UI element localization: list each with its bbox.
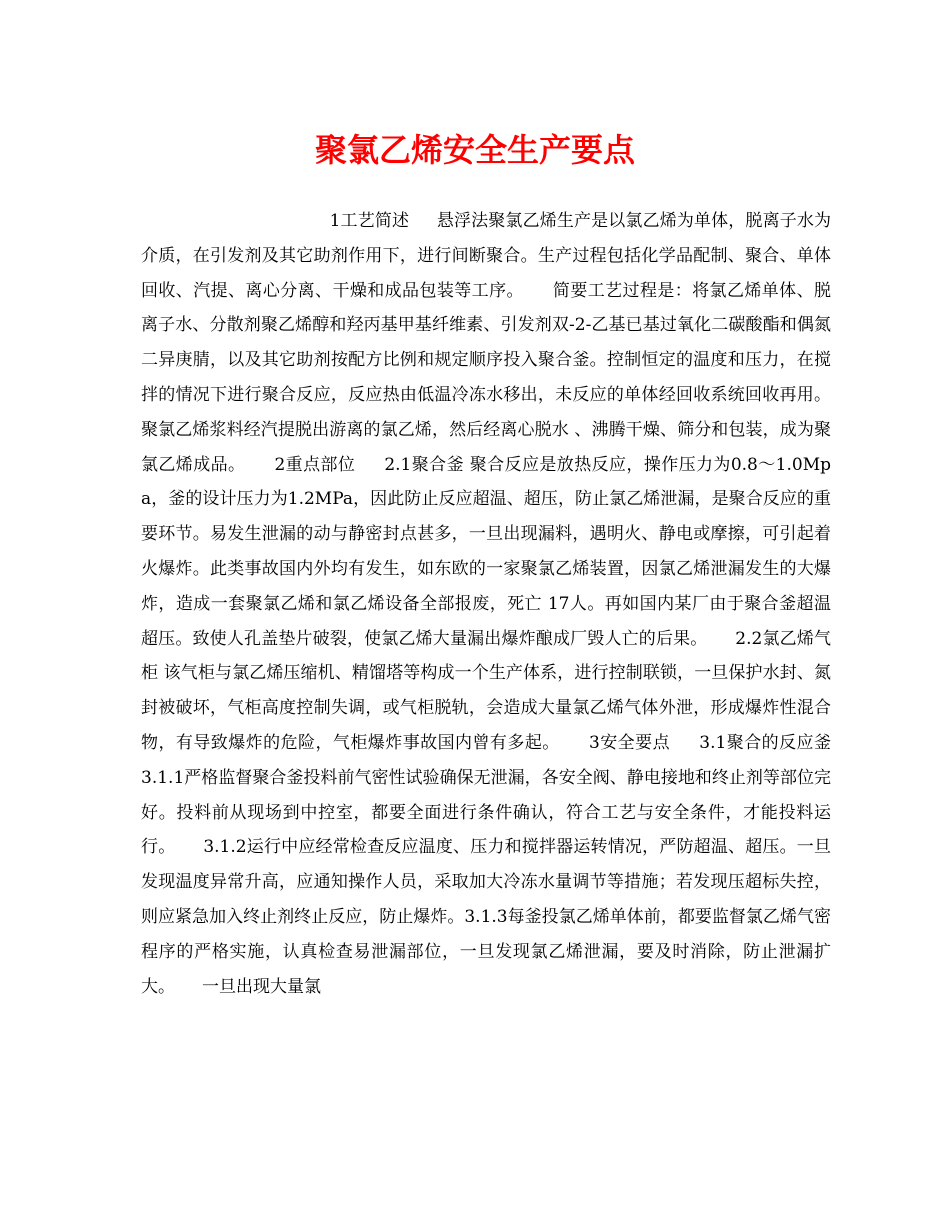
document-title: 聚氯乙烯安全生产要点: [314, 131, 635, 169]
document-body-text: 1工艺简述 悬浮法聚氯乙烯生产是以氯乙烯为单体，脱离子水为介质，在引发剂及其它助剂作用下，进行间断聚合。生产过程包括化学品配制、聚合、单体回收、汽提、离心分离、干燥和成品包装等工序。 简要工艺过程是：将氯乙烯单体、脱离子水、分散剂聚乙烯醇和羟丙基甲基纤维素、引发剂双-2-乙基已基过氧化二碳酸酯和偶氮二异庚腈，以及其它助剂按配方比例和规定顺序投入聚合釜。控制恒定的温度和压力，在搅拌的情况下进行聚合反应，反应热由低温冷冻水移出，未反应的单体经回收系统回收再用。聚氯乙烯浆料经汽提脱出游离的氯乙烯，然后经离心脱水 、沸腾干燥、筛分和包装，成为聚氯乙烯成品。 2重点部位 2.1聚合釜 聚合反应是放热反应，操作压力为0.8～1.0Mpa，釜的设计压力为1.2MPa，因此防止反应超温、超压，防止氯乙烯泄漏，是聚合反应的重要环节。易发生泄漏的动与静密封点甚多，一旦出现漏料，遇明火、静电或摩擦，可引起着火爆炸。此类事故国内外均有发生，如东欧的一家聚氯乙烯装置，因氯乙烯泄漏发生的大爆炸，造成一套聚氯乙烯和氯乙烯设备全部报废，死亡 17人。再如国内某厂由于聚合釜超温超压。致使人孔盖垫片破裂，使氯乙烯大量漏出爆炸酿成厂毁人亡的后果。 2.2氯乙烯气柜 该气柜与氯乙烯压缩机、精馏塔等构成一个生产体系，进行控制联锁，一旦保护水封、氮封被破坏，气柜高度控制失调，或气柜脱轨，会造成大量氯乙烯气体外泄，形成爆炸性混合物，有导致爆炸的危险，气柜爆炸事故国内曾有多起。 3安全要点 3.1聚合的反应釜 3.1.1严格监督聚合釜投料前气密性试验确保无泄漏，各安全阀、静电接地和终止剂等部位完好。投料前从现场到中控室，都要全面进行条件确认，符合工艺与安全条件，才能投料运行。 3.1.2运行中应经常检查反应温度、压力和搅拌器运转情况，严防超温、超压。一旦发现温度异常升高，应通知操作人员，采取加大冷冻水量调节等措施；若发现压超标失控，则应紧急加入终止剂终止反应，防止爆炸。3.1.3每釜投氯乙烯单体前，都要监督氯乙烯气密程序的严格实施，认真检查易泄漏部位，一旦发现氯乙烯泄漏，要及时消除，防止泄漏扩大。 一旦出现大量氯: [141, 211, 837, 997]
